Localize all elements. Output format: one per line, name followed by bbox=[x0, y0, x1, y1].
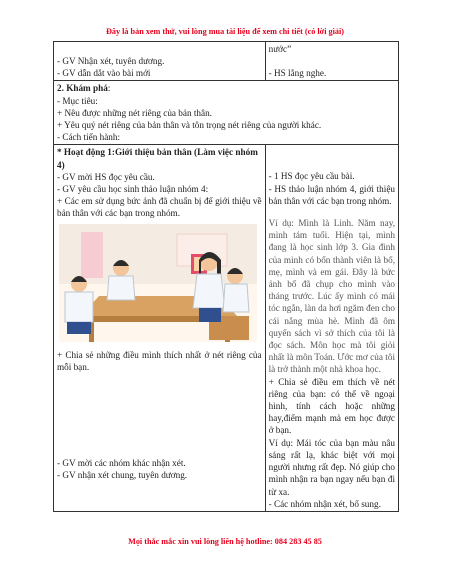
table-row bbox=[54, 42, 399, 81]
procedure-label: - Cách tiến hành: bbox=[57, 132, 121, 143]
teacher-line: - GV Nhận xét, tuyên dương. bbox=[57, 56, 165, 66]
teacher-line: + Các em sử dụng bức ảnh đã chuẩn bị để giới thiệu về bản thân với các bạn trong nhóm. bbox=[57, 196, 262, 219]
student-line: + Chia sẻ điều em thích về nét riêng của bạn: có thể về ngoại hình, tính cách hoặc những hay,điểm mạnh mà em học được ở bạn. bbox=[268, 376, 395, 436]
student-line: - Các nhóm nhận xét, bổ sung. bbox=[268, 498, 381, 509]
objectives-label: - Mục tiêu: bbox=[57, 95, 98, 106]
teacher-line: - GV mời HS đọc yêu cầu. bbox=[57, 171, 155, 182]
section-cell bbox=[54, 81, 399, 145]
example-answer: Ví dụ: Mái tóc của bạn màu nâu sáng rất lạ, khác biệt với mọi người nhưng rất đẹp. Nó giúp cho mình nhận ra bạn ngay nếu bạn đi từ xa. bbox=[268, 437, 395, 497]
student-line: - HS thảo luận nhóm 4, giới thiệu bản thân với các bạn trong nhóm. bbox=[268, 183, 395, 206]
activity-title: * Hoạt động 1:Giới thiệu bản thân (Làm việc nhóm 4) bbox=[57, 147, 258, 170]
footer-banner: Mọi thắc mắc xin vui lòng liên hệ hotline: 084 283 45 85 bbox=[128, 537, 322, 546]
student-line: - 1 HS đọc yêu cầu bài. bbox=[268, 171, 355, 182]
teacher-line: - GV dẫn dắt vào bài mới bbox=[57, 68, 151, 79]
teacher-line: + Chia sẻ những điều mình thích nhất ở nét riêng của mỗi bạn. bbox=[57, 349, 262, 373]
objective-item: + Yêu quý nét riêng của bản thân và tôn trọng nét riêng của người khác. bbox=[57, 120, 322, 131]
header-banner: Đây là bản xem thử, vui lòng mua tài liệu để xem chi tiết (có lời giải) bbox=[105, 27, 344, 36]
teacher-line: - GV nhận xét chung, tuyên dương. bbox=[57, 470, 188, 481]
table-row bbox=[54, 81, 399, 145]
lesson-table bbox=[53, 41, 399, 512]
classroom-illustration bbox=[59, 224, 257, 342]
teacher-cell bbox=[54, 145, 266, 511]
teacher-line: - GV mời các nhóm khác nhận xét. bbox=[57, 458, 186, 469]
table-row bbox=[54, 145, 399, 511]
student-cell bbox=[265, 42, 398, 81]
section-heading: 2. Khám phá: bbox=[57, 83, 111, 94]
example-answer: Ví dụ: Mình là Linh. Năm nay, mình tám tuổi. Hiện tại, mình đang là học sinh lớp 3. Gia đình của mình có bốn thành viên là bố, mẹ, mình và em gái. Đây là bức ảnh bố đã chụp cho mình vào tháng trước. Lúc ấy mình có mái tóc ngắn, làn da hơi ngăm đen cho cái nắng mùa hè. Mình đã ôm quyển sách vì sở thích của tôi là đọc sách. Môn học mà tôi giỏi nhất là môn Toán. Ước mơ của tôi là trở thành một nhà khoa học. bbox=[268, 218, 395, 375]
student-cell bbox=[265, 145, 398, 511]
objective-item: + Nêu được những nét riêng của bản thân. bbox=[57, 107, 212, 118]
teacher-cell bbox=[54, 42, 266, 81]
student-line: nước” bbox=[268, 44, 292, 54]
teacher-line: - GV yêu cầu học sinh thảo luận nhóm 4: bbox=[57, 184, 209, 195]
student-line: - HS lắng nghe. bbox=[268, 68, 327, 79]
